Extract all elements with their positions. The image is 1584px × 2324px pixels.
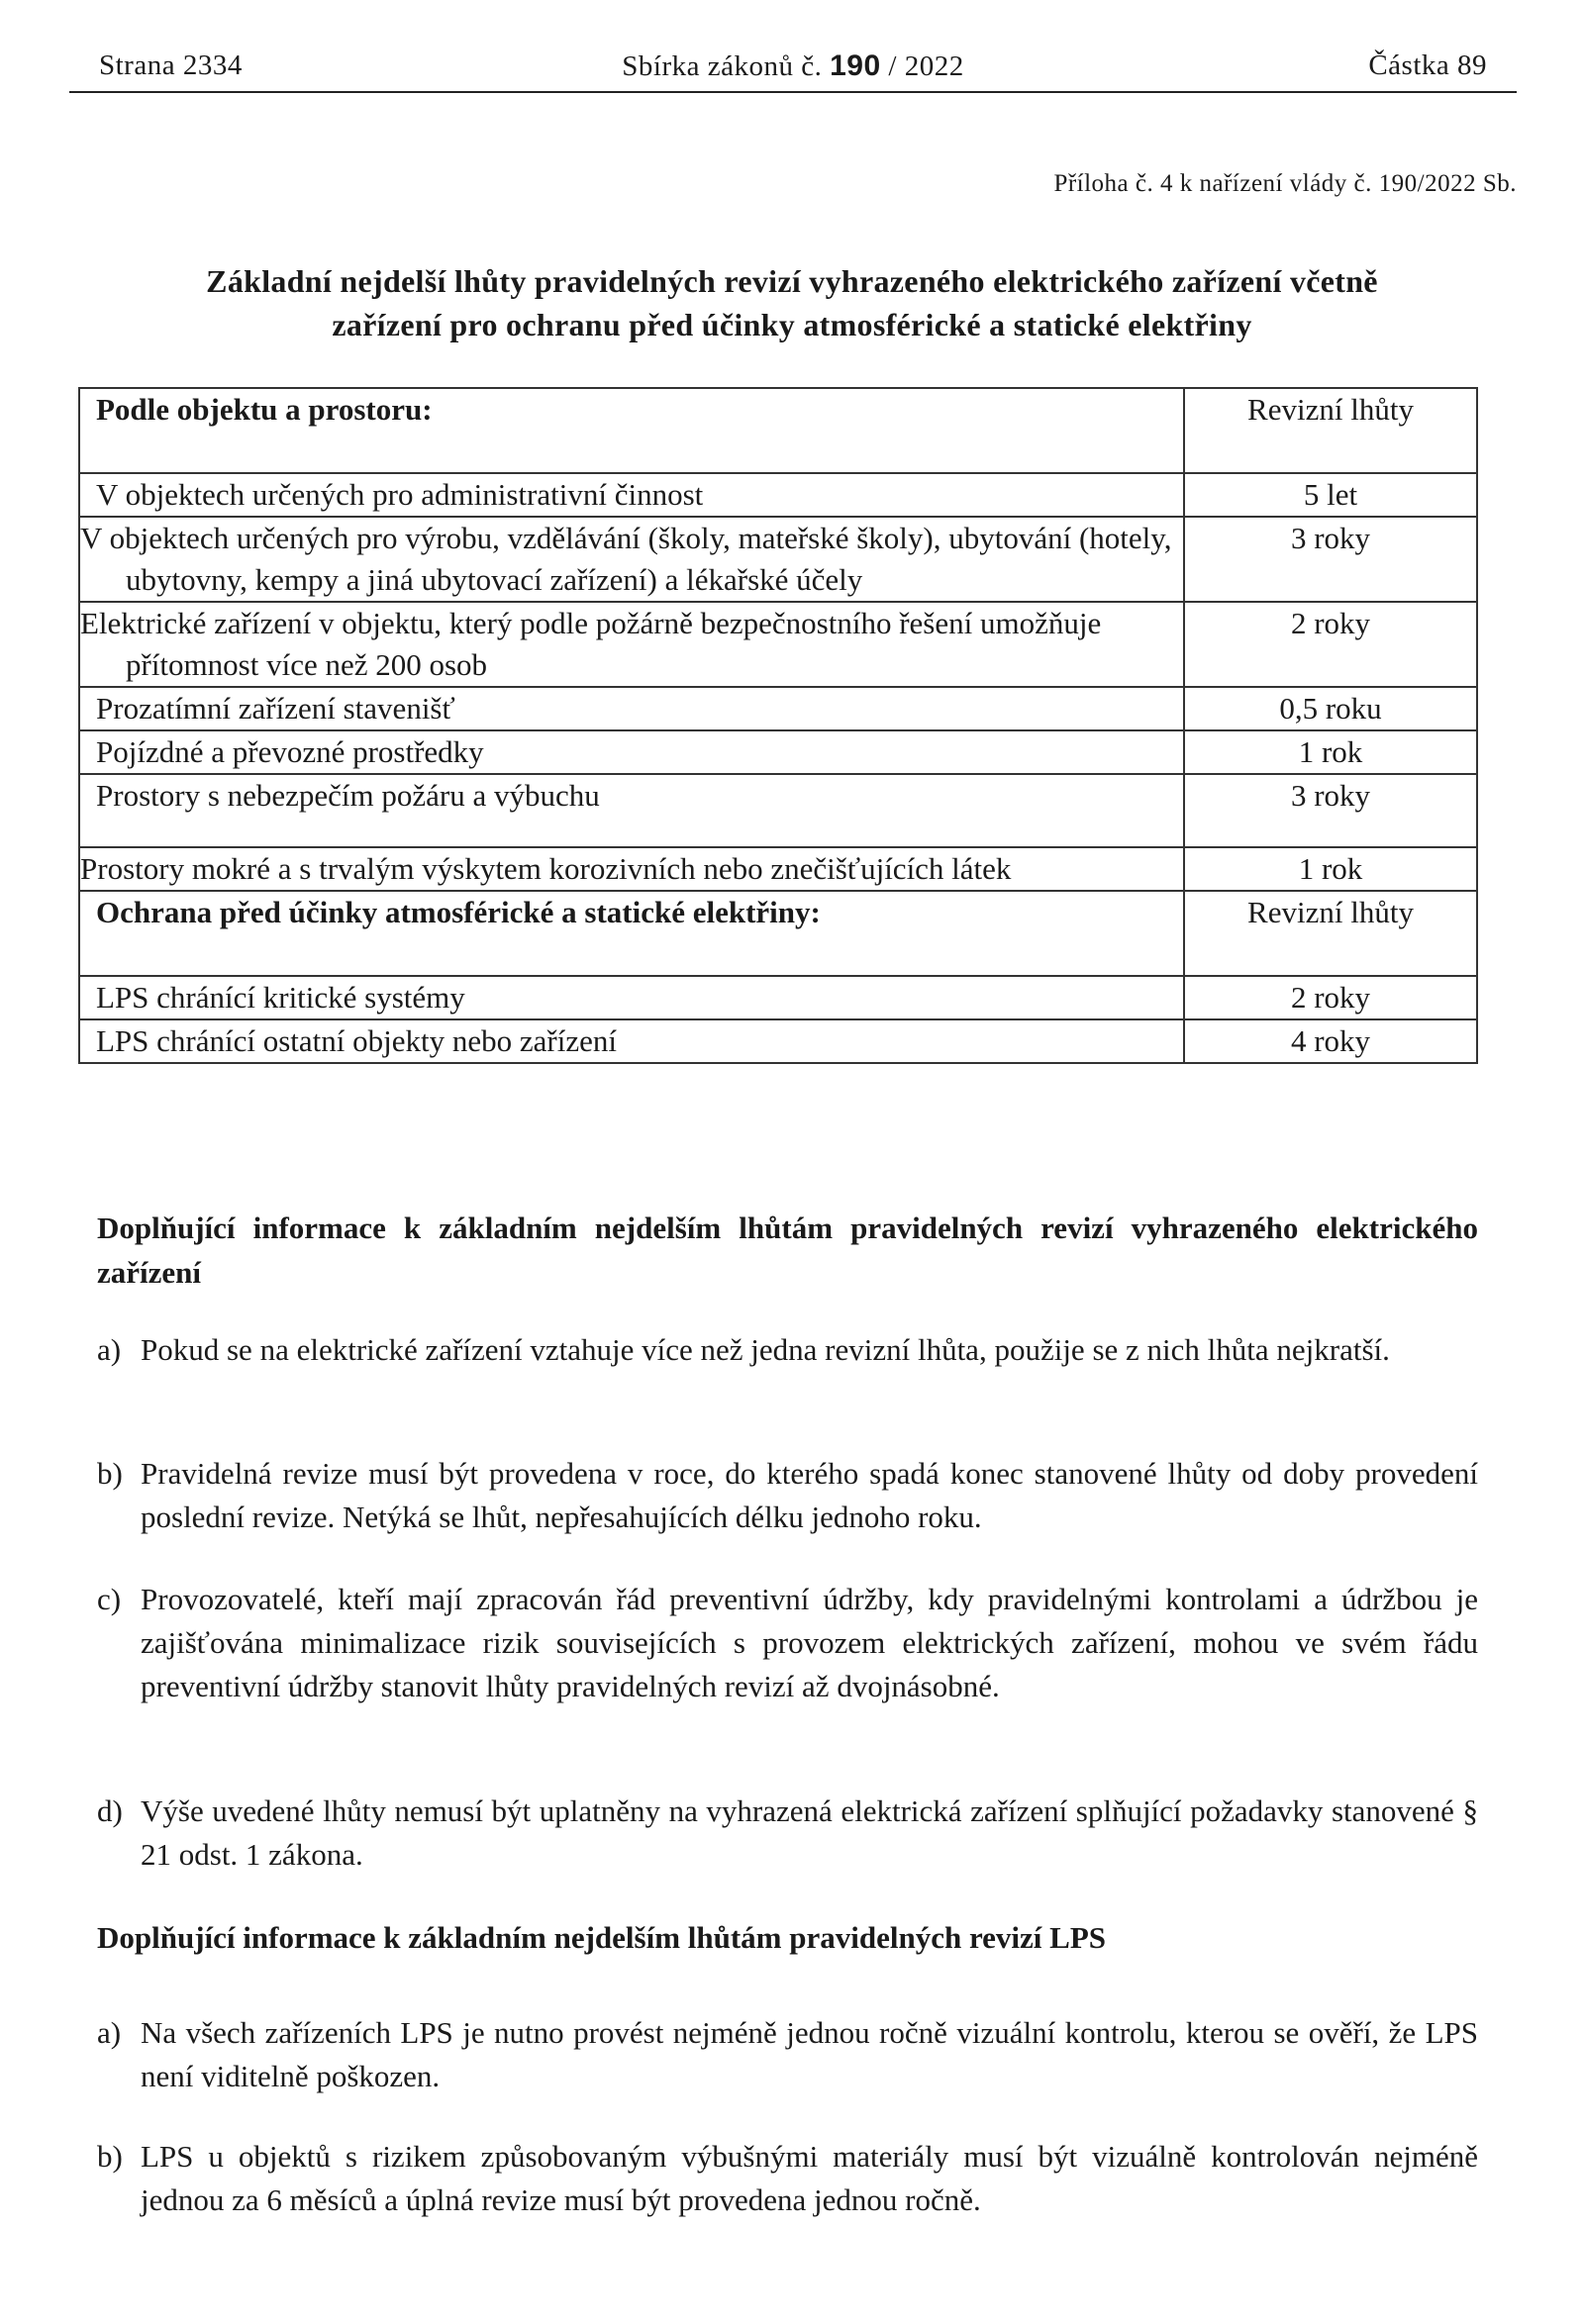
page-number: Strana 2334 (99, 49, 243, 81)
part-number: Částka 89 (1368, 49, 1487, 81)
list-item (97, 1790, 1478, 1877)
item-text: LPS u objektů s rizikem způsobovaným výbušnými materiály musí být vizuálně kontrolován nejméně jednou za 6 měsíců a úplná revize musí být provedena jednou ročně. (141, 2139, 1478, 2217)
collection-reference (69, 49, 1517, 83)
row-label: V objektech určených pro administrativní činnost (79, 473, 1184, 517)
item-text: Výše uvedené lhůty nemusí být uplatněny na vyhrazená elektrická zařízení splňující požadavky stanovené § 21 odst. 1 zákona. (141, 1793, 1478, 1872)
item-label: a) (97, 2015, 122, 2050)
table-row (79, 517, 1477, 602)
table-row (79, 602, 1477, 687)
row-value: 3 roky (1184, 774, 1477, 847)
table-row (79, 687, 1477, 730)
item-text: Pravidelná revize musí být provedena v roce, do kterého spadá konec stanovené lhůty od doby provedení poslední revize. Netýká se lhůt, nepřesahujících délku jednoho roku. (141, 1456, 1478, 1534)
row-value: 4 roky (1184, 1019, 1477, 1063)
table-header-row (79, 891, 1477, 976)
header-label: Ochrana před účinky atmosférické a statické elektřiny: (79, 891, 1184, 976)
row-value: 2 roky (1184, 976, 1477, 1019)
section-heading: Doplňující informace k základním nejdelším lhůtám pravidelných revizí LPS (97, 1920, 1107, 1955)
item-label: b) (97, 2139, 123, 2174)
list-item (97, 2011, 1478, 2098)
collection-year: / 2022 (888, 50, 964, 82)
item-label: a) (97, 1332, 122, 1367)
item-text: Provozovatelé, kteří mají zpracován řád preventivní údržby, kdy pravidelnými kontrolami a údržbou je zajišťována minimalizace rizik souvisejících s provozem elektrických zařízení, mohou ve svém řádu preventivní údržby stanovit lhůty pravidelných revizí až dvojnásobné. (141, 1582, 1478, 1703)
table-row (79, 976, 1477, 1019)
row-label: LPS chránící kritické systémy (79, 976, 1184, 1019)
row-label: Pojízdné a převozné prostředky (79, 730, 1184, 774)
item-label: b) (97, 1456, 123, 1491)
list-item (97, 2135, 1478, 2222)
row-label: Elektrické zařízení v objektu, který podle požárně bezpečnostního řešení umožňuje přítomnost více než 200 osob (79, 602, 1184, 687)
item-label: c) (97, 1582, 122, 1616)
row-value: 1 rok (1184, 847, 1477, 891)
item-text: Na všech zařízeních LPS je nutno provést nejméně jednou ročně vizuální kontrolu, kterou se ověří, že LPS není viditelně poškozen. (141, 2015, 1478, 2093)
header-value: Revizní lhůty (1184, 891, 1477, 976)
row-label: LPS chránící ostatní objekty nebo zařízení (79, 1019, 1184, 1063)
item-label: d) (97, 1793, 123, 1828)
table-row (79, 730, 1477, 774)
annex-label: Příloha č. 4 k nařízení vlády č. 190/2022 Sb. (1053, 170, 1517, 197)
row-value: 3 roky (1184, 517, 1477, 602)
list-item (97, 1328, 1478, 1372)
row-label: Prozatímní zařízení stavenišť (79, 687, 1184, 730)
row-label: Prostory mokré a s trvalým výskytem korozivních nebo znečišťujících látek (79, 847, 1184, 891)
title-line-1: Základní nejdelší lhůty pravidelných revizí vyhrazeného elektrického zařízení včetně (206, 263, 1378, 299)
row-value: 5 let (1184, 473, 1477, 517)
table-row (79, 774, 1477, 847)
row-label: V objektech určených pro výrobu, vzdělávání (školy, mateřské školy), ubytování (hotely, ubytovny, kempy a jiná ubytovací zařízení) a lékařské účely (79, 517, 1184, 602)
row-value: 2 roky (1184, 602, 1477, 687)
row-value: 0,5 roku (1184, 687, 1477, 730)
list-item (97, 1452, 1478, 1539)
header-value: Revizní lhůty (1184, 388, 1477, 473)
section-heading: Doplňující informace k základním nejdelším lhůtám pravidelných revizí vyhrazeného elektrického zařízení (97, 1210, 1478, 1290)
header-label: Podle objektu a prostoru: (79, 388, 1184, 473)
revision-intervals-table (78, 387, 1478, 1064)
table-row (79, 847, 1477, 891)
list-item (97, 1578, 1478, 1708)
page-header (69, 48, 1517, 93)
table-row (79, 473, 1477, 517)
collection-number: 190 (830, 49, 881, 82)
item-text: Pokud se na elektrické zařízení vztahuje více než jedna revizní lhůta, použije se z nich lhůta nejkratší. (141, 1332, 1390, 1367)
collection-prefix: Sbírka zákonů č. (622, 50, 823, 82)
title-line-2: zařízení pro ochranu před účinky atmosférické a statické elektřiny (332, 307, 1252, 342)
row-value: 1 rok (1184, 730, 1477, 774)
table-row (79, 1019, 1477, 1063)
document-title (94, 259, 1490, 346)
table-header-row (79, 388, 1477, 473)
row-label: Prostory s nebezpečím požáru a výbuchu (79, 774, 1184, 847)
